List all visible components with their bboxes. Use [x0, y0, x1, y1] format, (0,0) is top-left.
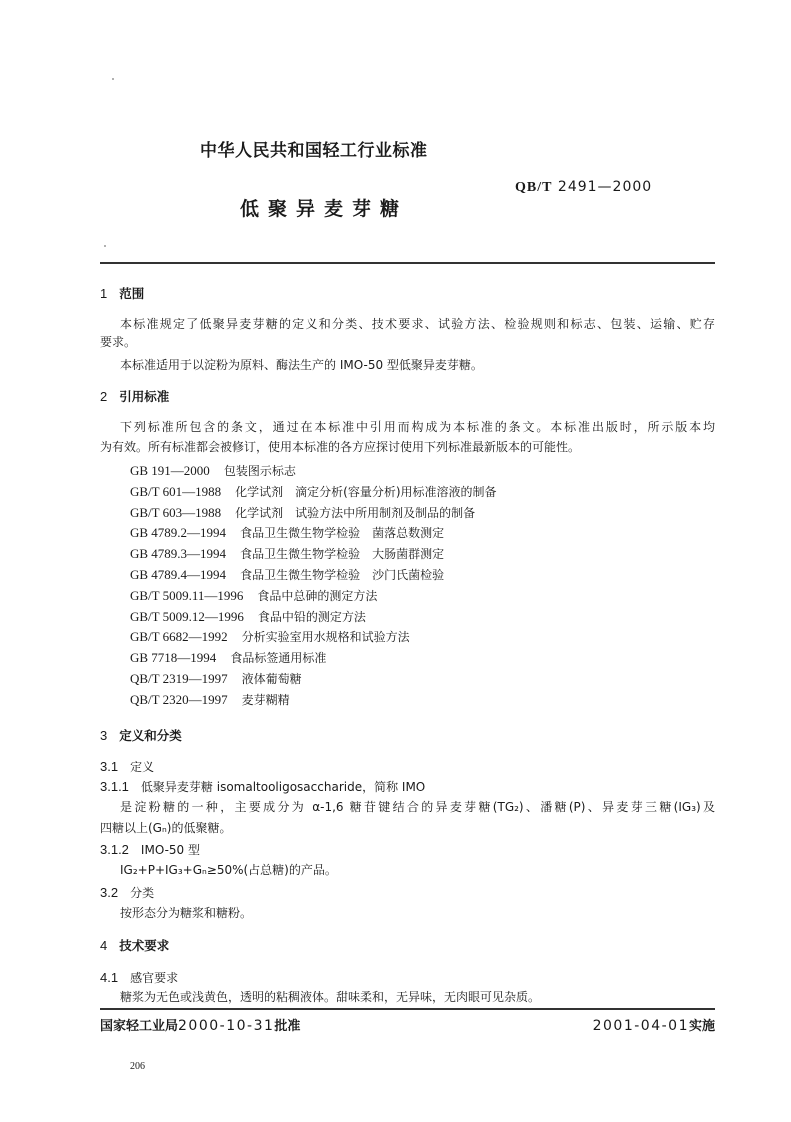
section-1-heading [100, 287, 144, 301]
reference-item [130, 485, 497, 498]
section-number: 4.1 [100, 970, 119, 985]
section-number: 3.1.2 [100, 842, 129, 857]
scan-speck [104, 245, 106, 247]
section-number: 3.1.1 [100, 779, 129, 794]
paragraph-line: 按形态分为糖浆和糖粉。 [120, 906, 253, 920]
reference-code: GB/T 601—1988 [130, 483, 222, 499]
paragraph-line: 本标准规定了低聚异麦芽糖的定义和分类、技术要求、试验方法、检验规则和标志、包装、运输、贮存 [120, 317, 715, 331]
reference-title: 食品卫生微生物学检验 菌落总数测定 [240, 526, 445, 541]
paragraph-line: 是淀粉糖的一种，主要成分为 α-1,6 糖苷键结合的异麦芽糖(TG₂)、潘糖(P)、异麦芽三糖(IG₃)及 [120, 800, 715, 814]
reference-item [130, 526, 444, 539]
section-number: 3 [100, 728, 108, 743]
paragraph-line: IG₂+P+IG₃+Gₙ≥50%(占总糖)的产品。 [120, 863, 337, 877]
reference-title: 化学试剂 滴定分析(容量分析)用标准溶液的制备 [235, 484, 497, 499]
section-title: 分类 [130, 886, 155, 900]
section-3-1-heading [100, 760, 154, 773]
reference-item [130, 693, 290, 706]
reference-code: GB/T 5009.12—1996 [130, 608, 244, 624]
standard-code [515, 180, 652, 195]
reference-item [130, 672, 302, 685]
section-number: 2 [100, 389, 108, 404]
issuer: 国家轻工业局 [100, 1019, 179, 1034]
reference-title: 分析实验室用水规格和试验方法 [241, 630, 410, 645]
reference-title: 食品卫生微生物学检验 大肠菌群测定 [240, 547, 445, 562]
reference-item [130, 610, 366, 623]
paragraph-line: 下列标准所包含的条文，通过在本标准中引用而构成为本标准的条文。本标准出版时，所示版本均 [120, 420, 715, 434]
scan-speck [112, 78, 114, 80]
paragraph-line: 本标准适用于以淀粉为原料、酶法生产的 IMO-50 型低聚异麦芽糖。 [120, 358, 483, 372]
section-3-1-1-heading [100, 780, 425, 793]
reference-item [130, 547, 444, 560]
section-4-heading [100, 939, 169, 953]
reference-title: 化学试剂 试验方法中所用制剂及制品的制备 [235, 505, 476, 520]
reference-title: 麦芽糊精 [241, 692, 290, 707]
page-number: 206 [130, 1061, 145, 1072]
section-4-1-heading [100, 971, 178, 984]
effective-label: 实施 [688, 1019, 715, 1034]
reference-item [130, 630, 410, 643]
footer-divider [100, 1008, 715, 1010]
section-title: 感官要求 [130, 971, 179, 985]
reference-title: 液体葡萄糖 [241, 672, 302, 686]
section-number: 1 [100, 286, 108, 301]
section-title: 技术要求 [119, 938, 170, 953]
section-3-2-heading [100, 886, 154, 899]
reference-title: 食品中铅的测定方法 [257, 609, 366, 624]
section-3-1-2-heading [100, 843, 200, 856]
effective-date: 2001-04-01 [592, 1018, 689, 1034]
reference-code: GB 191—2000 [130, 463, 210, 478]
reference-title: 食品卫生微生物学检验 沙门氏菌检验 [240, 568, 445, 582]
reference-code: QB/T 2320—1997 [130, 691, 228, 707]
reference-code: GB/T 5009.11—1996 [130, 587, 244, 603]
effective-statement [593, 1019, 715, 1033]
reference-item [130, 651, 326, 664]
section-number: 3.1 [100, 759, 119, 774]
paragraph-line: 四糖以上(Gₙ)的低聚糖。 [100, 821, 232, 835]
section-title: 范围 [119, 286, 145, 301]
reference-item [130, 568, 444, 581]
reference-title: 食品标签通用标准 [230, 651, 327, 666]
document-title: 低聚异麦芽糖 [240, 198, 409, 220]
paragraph-line: 糖浆为无色或浅黄色，透明的粘稠液体。甜味柔和，无异味，无肉眼可见杂质。 [120, 990, 541, 1004]
reference-code: GB 7718—1994 [130, 650, 217, 666]
paragraph-line: 要求。 [100, 335, 137, 349]
reference-code: GB 4789.4—1994 [130, 567, 227, 582]
section-title: 定义和分类 [119, 728, 182, 743]
section-number: 3.2 [100, 885, 119, 900]
paragraph-line: 为有效。所有标准都会被修订，使用本标准的各方应探讨使用下列标准最新版本的可能性。 [100, 440, 581, 454]
reference-code: QB/T 2319—1997 [130, 671, 228, 686]
approval-statement [100, 1019, 300, 1033]
reference-code: GB/T 6682—1992 [130, 629, 228, 645]
section-2-heading [100, 390, 169, 404]
issuing-body-title: 中华人民共和国轻工行业标准 [200, 141, 428, 161]
section-title: 低聚异麦芽糖 isomaltooligosaccharide，简称 IMO [140, 780, 426, 794]
section-title: 引用标准 [119, 389, 170, 404]
reference-item [130, 464, 296, 477]
section-title: 定义 [130, 760, 155, 774]
standard-code-number: 2491—2000 [557, 179, 653, 195]
reference-title: 包装图示标志 [223, 464, 296, 478]
section-title: IMO-50 型 [140, 843, 201, 857]
reference-title: 食品中总砷的测定方法 [257, 588, 378, 603]
header-divider [100, 262, 715, 264]
section-3-heading [100, 729, 182, 743]
reference-item [130, 589, 377, 602]
reference-code: GB 4789.2—1994 [130, 525, 227, 541]
approval-label: 批准 [274, 1019, 301, 1034]
section-number: 4 [100, 938, 108, 953]
reference-code: GB 4789.3—1994 [130, 546, 227, 562]
reference-code: GB/T 603—1988 [130, 504, 222, 520]
reference-item [130, 506, 475, 519]
approval-date: 2000-10-31 [178, 1018, 275, 1034]
standard-code-prefix: QB/T [515, 180, 553, 195]
